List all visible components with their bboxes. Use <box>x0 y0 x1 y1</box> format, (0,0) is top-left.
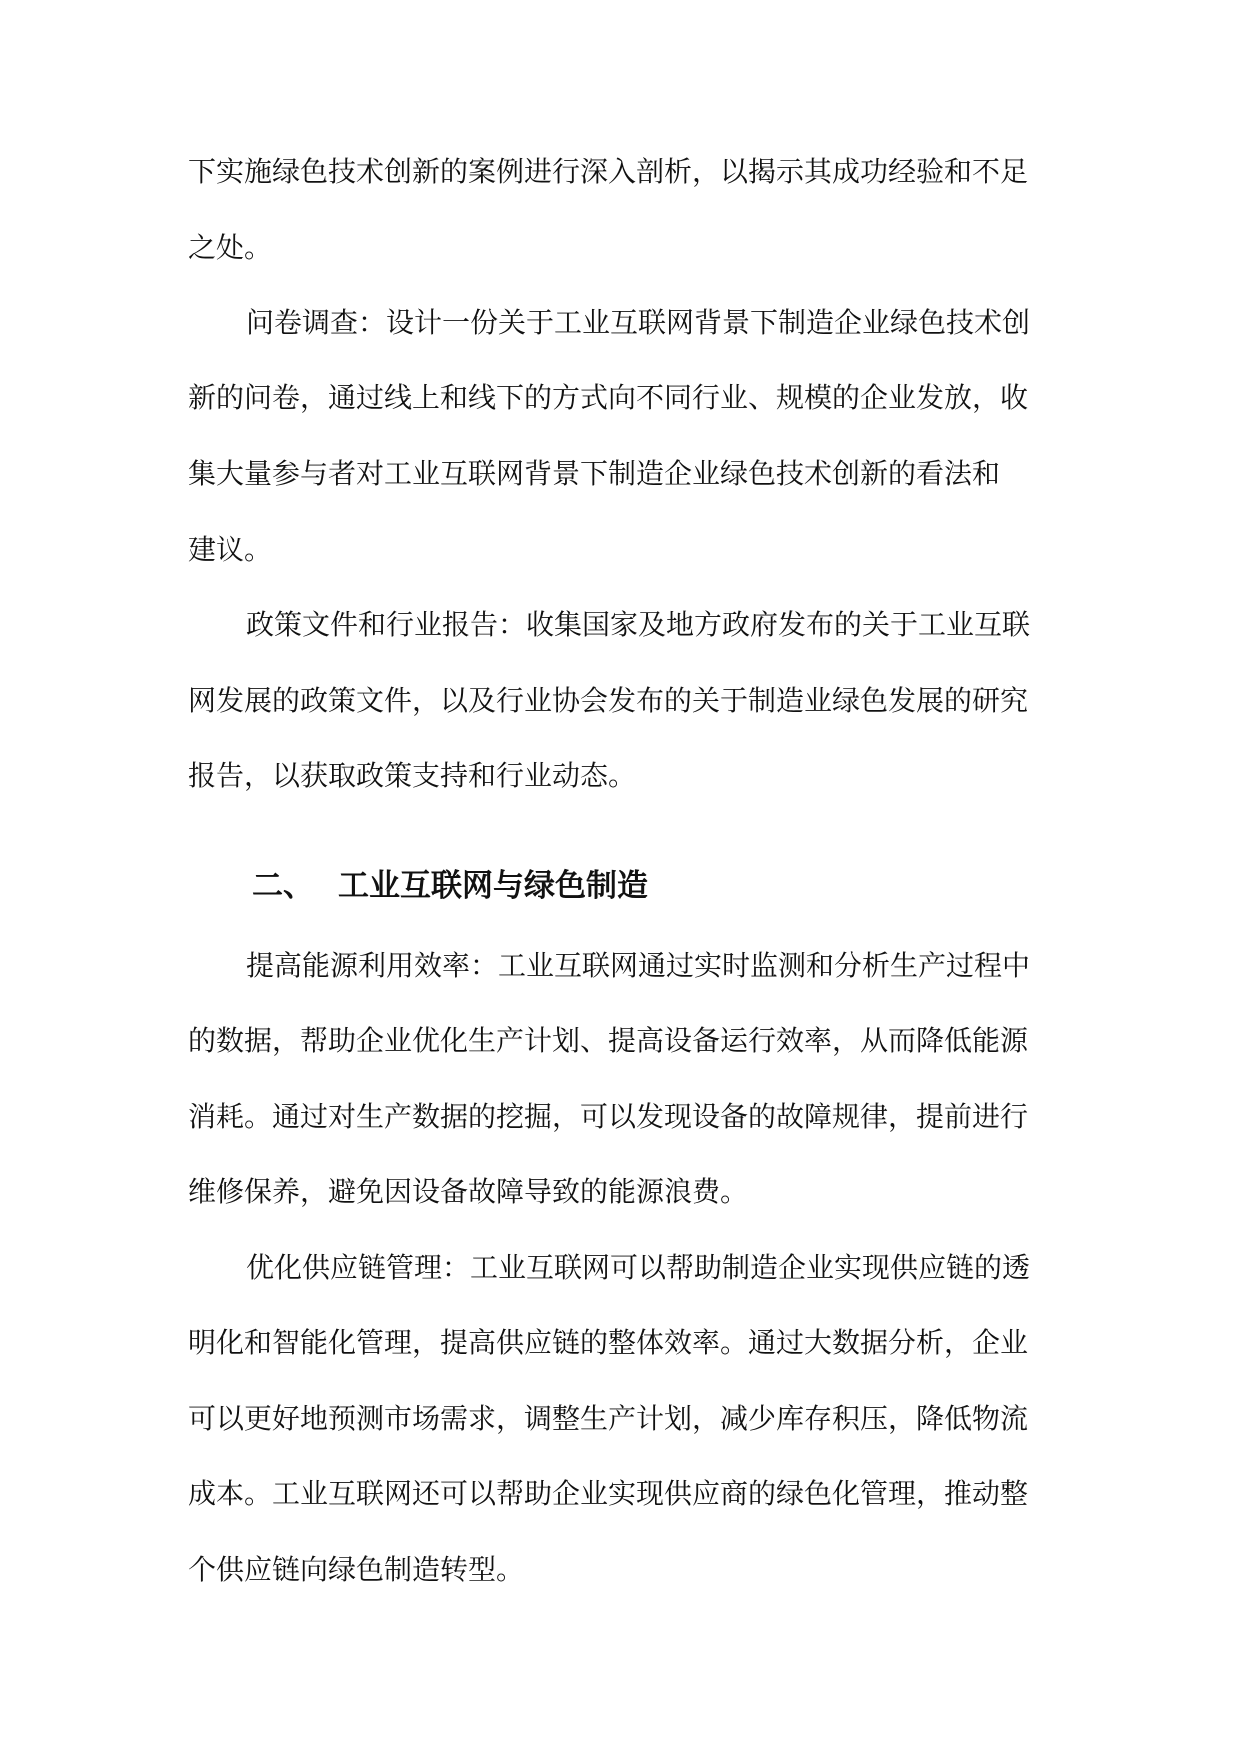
section-heading <box>252 866 648 906</box>
section-number: 二、 <box>252 868 314 904</box>
paragraph-line: 之处。 <box>188 231 273 264</box>
paragraph-line: 个供应链向绿色制造转型。 <box>188 1553 525 1586</box>
paragraph-line: 成本。工业互联网还可以帮助企业实现供应商的绿色化管理，推动整 <box>188 1477 1029 1510</box>
paragraph-line: 可以更好地预测市场需求，调整生产计划，减少库存积压，降低物流 <box>188 1402 1029 1435</box>
paragraph-line: 集大量参与者对工业互联网背景下制造企业绿色技术创新的看法和 <box>188 457 1001 490</box>
paragraph-line: 问卷调查：设计一份关于工业互联网背景下制造企业绿色技术创 <box>246 306 1031 339</box>
paragraph-line: 建议。 <box>188 533 273 566</box>
paragraph-line: 网发展的政策文件，以及行业协会发布的关于制造业绿色发展的研究 <box>188 684 1029 717</box>
paragraph-line: 提高能源利用效率：工业互联网通过实时监测和分析生产过程中 <box>246 949 1031 982</box>
paragraph-line: 报告，以获取政策支持和行业动态。 <box>188 759 637 792</box>
paragraph-line: 消耗。通过对生产数据的挖掘，可以发现设备的故障规律，提前进行 <box>188 1100 1029 1133</box>
paragraph-line: 新的问卷，通过线上和线下的方式向不同行业、规模的企业发放，收 <box>188 381 1029 414</box>
section-title: 工业互联网与绿色制造 <box>338 868 648 904</box>
paragraph-line: 的数据，帮助企业优化生产计划、提高设备运行效率，从而降低能源 <box>188 1024 1029 1057</box>
paragraph-line: 下实施绿色技术创新的案例进行深入剖析，以揭示其成功经验和不足 <box>188 155 1029 188</box>
paragraph-line: 政策文件和行业报告：收集国家及地方政府发布的关于工业互联 <box>246 608 1031 641</box>
paragraph-line: 明化和智能化管理，提高供应链的整体效率。通过大数据分析，企业 <box>188 1326 1029 1359</box>
paragraph-line: 优化供应链管理：工业互联网可以帮助制造企业实现供应链的透 <box>246 1251 1031 1284</box>
paragraph-line: 维修保养，避免因设备故障导致的能源浪费。 <box>188 1175 749 1208</box>
